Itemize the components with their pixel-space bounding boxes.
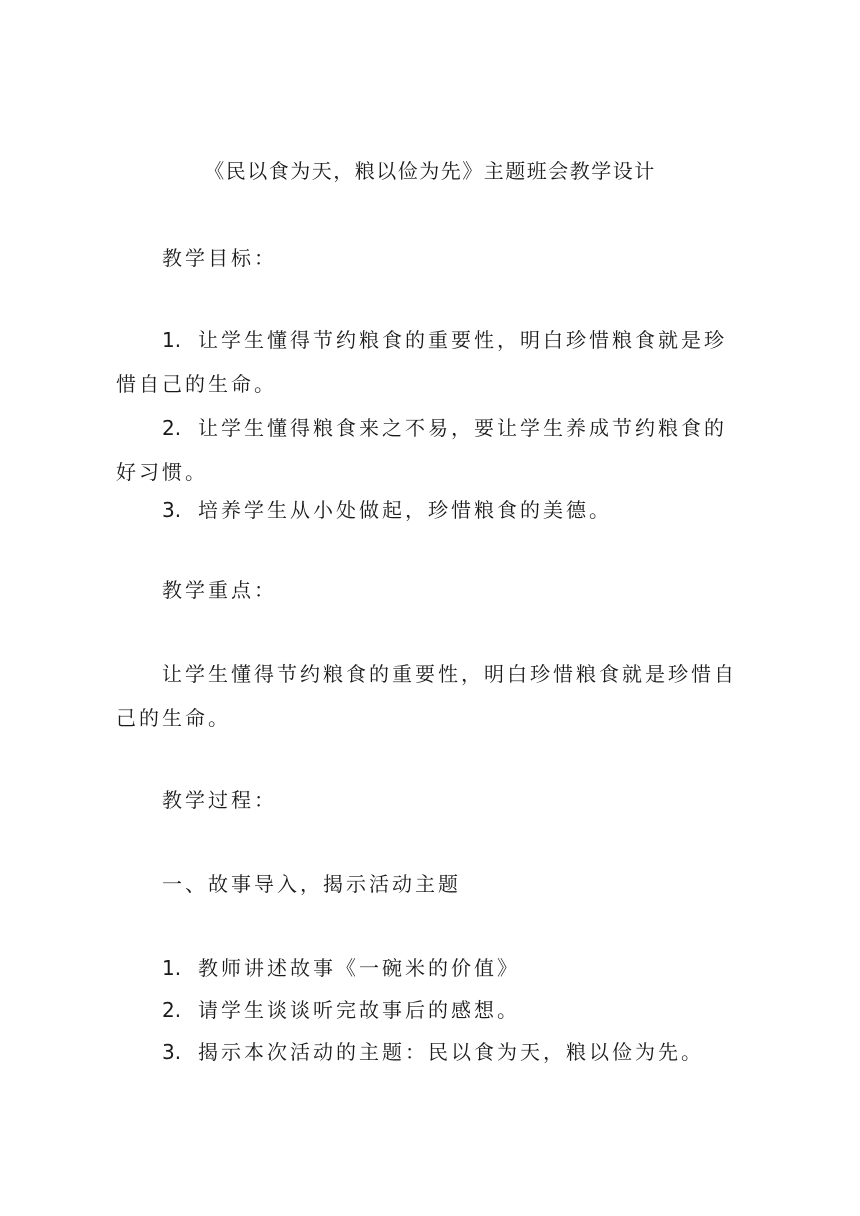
section-1-item-3: [116, 1030, 748, 1074]
objective-text: 培养学生从小处做起，珍惜粮食的美德。: [198, 498, 612, 522]
objectives-heading: 教学目标：: [162, 246, 277, 270]
section-item-number: 1.: [162, 956, 182, 980]
objective-text: 让学生懂得节约粮食的重要性，明白珍惜粮食就是珍惜自己的生命。: [116, 328, 727, 396]
objective-number: 3.: [162, 498, 182, 522]
objective-number: 1.: [162, 328, 182, 352]
objective-item-1: [116, 318, 748, 406]
document-title: 《民以食为天，粮以俭为先》主题班会教学设计: [204, 159, 656, 183]
objective-text: 让学生懂得粮食来之不易，要让学生养成节约粮食的好习惯。: [116, 416, 727, 484]
key-points-heading: 教学重点：: [162, 578, 277, 602]
section-item-text: 请学生谈谈听完故事后的感想。: [198, 998, 520, 1022]
section-1-item-2: [116, 988, 748, 1032]
section-item-text: 教师讲述故事《一碗米的价值》: [198, 956, 520, 980]
section-item-text: 揭示本次活动的主题：民以食为天，粮以俭为先。: [198, 1040, 704, 1064]
objective-item-3: [116, 488, 748, 532]
objective-item-2: [116, 406, 748, 494]
section-1-heading: 一、故事导入，揭示活动主题: [162, 872, 461, 896]
section-1-item-1: [116, 946, 748, 990]
process-heading: 教学过程：: [162, 788, 277, 812]
section-item-number: 3.: [162, 1040, 182, 1064]
objective-number: 2.: [162, 416, 182, 440]
section-item-number: 2.: [162, 998, 182, 1022]
key-points-text: 让学生懂得节约粮食的重要性，明白珍惜粮食就是珍惜自己的生命。: [116, 662, 737, 730]
